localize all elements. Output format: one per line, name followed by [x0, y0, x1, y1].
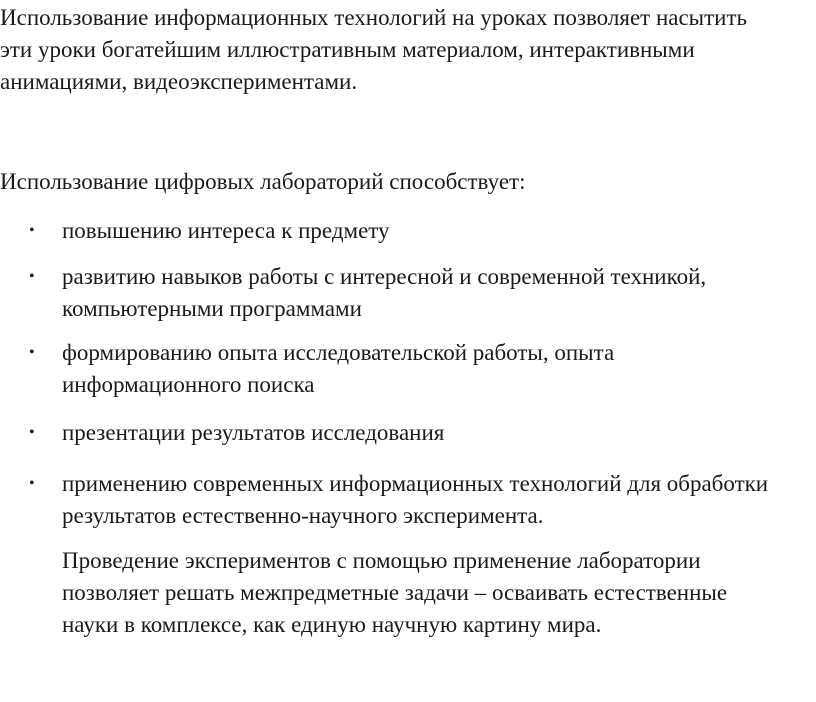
list-item-text — [62, 417, 816, 449]
list-item-line: применению современных информационных технологий для обработки — [62, 471, 769, 496]
list-item-line: формированию опыта исследовательской работы, опыта — [62, 340, 615, 365]
paragraph-line: анимациями, видеоэкспериментами. — [0, 69, 358, 94]
paragraph-line: науки в комплексе, как единую научную картину мира. — [62, 612, 602, 637]
list-item-line: развитию навыков работы с интересной и современной техникой, — [62, 264, 707, 289]
paragraph-line: Проведение экспериментов с помощью применение лаборатории — [62, 548, 701, 573]
list-item-line: результатов естественно-научного эксперимента. — [62, 503, 544, 528]
list-item-text — [62, 215, 816, 247]
paragraph-closing — [62, 545, 727, 641]
list-intro: Использование цифровых лабораторий способствует: — [0, 169, 526, 194]
list-item-line: повышению интереса к предмету — [62, 218, 390, 243]
paragraph-line: позволяет решать межпредметные задачи – осваивать естественные — [62, 580, 728, 605]
paragraph-line: эти уроки богатейшим иллюстративным материалом, интерактивными — [0, 37, 695, 62]
bullet-icon: • — [29, 222, 35, 239]
list-item-text — [62, 468, 816, 532]
bullet-icon: • — [29, 475, 35, 492]
paragraph-ict-usage — [0, 2, 816, 98]
list-item-line: презентации результатов исследования — [62, 420, 445, 445]
bullet-icon: • — [29, 424, 35, 441]
list-item-line: информационного поиска — [62, 372, 315, 397]
bullet-icon: • — [29, 344, 35, 361]
bullet-icon: • — [29, 268, 35, 285]
list-item-text — [62, 337, 816, 401]
paragraph-line: Использование информационных технологий на уроках позволяет насытить — [0, 5, 748, 30]
list-item-line: компьютерными программами — [62, 296, 362, 321]
list-item-text — [62, 261, 816, 325]
